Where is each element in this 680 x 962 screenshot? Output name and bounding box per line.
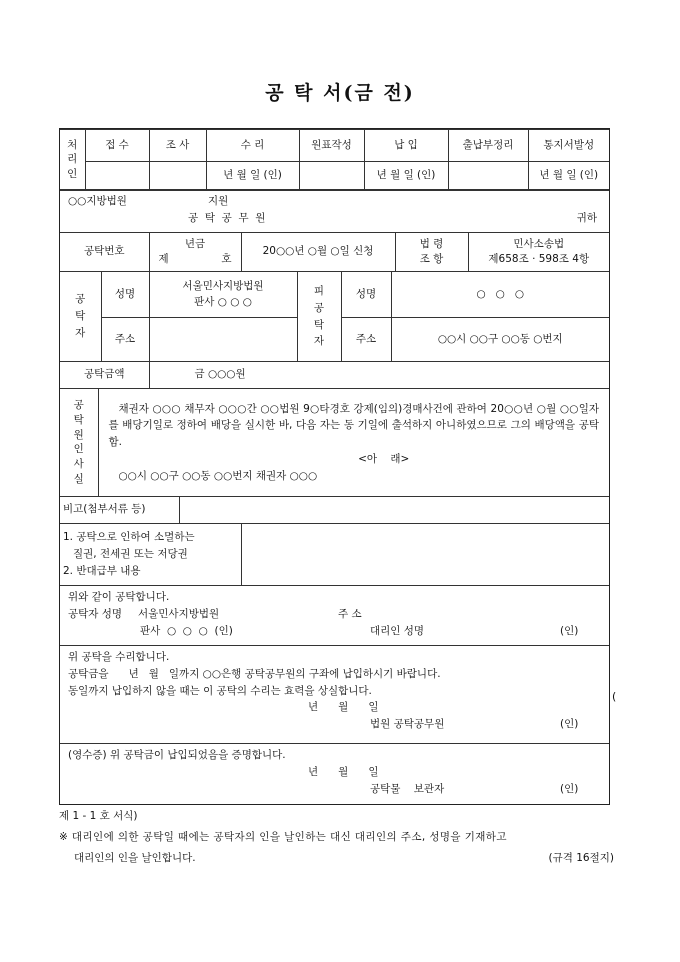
depositor-label: 공탁자 — [60, 272, 101, 362]
header-cell: 조 사 — [149, 130, 206, 162]
extinct-rights-label: 1. 공탁으로 인하여 소멸하는 질권, 전세권 또는 저당권 2. 반대급부 내용 — [60, 524, 241, 586]
deposit-form — [59, 128, 610, 805]
depositee-label: 피공탁자 — [297, 272, 341, 362]
value-cell — [448, 162, 528, 190]
law-label: 법 령 조 항 — [395, 233, 468, 272]
depositee-addr: ○○시 ○○구 ○○동 ○번지 — [391, 318, 609, 362]
form-number: 제 1 - 1 호 서식) — [59, 810, 138, 822]
header-cell: 수 리 — [206, 130, 299, 162]
extinct-rights-value — [241, 524, 609, 586]
footnote-line-2: 대리인의 인을 날인합니다. (규격 16절지) — [74, 852, 614, 864]
form-title: 공 탁 서(금 전) — [265, 82, 415, 104]
header-cell: 출납부정리 — [448, 130, 528, 162]
remarks-label: 비고(첨부서류 등) — [60, 497, 179, 524]
value-cell: 년 월 일 (인) — [528, 162, 609, 190]
value-cell: 년 월 일 (인) — [364, 162, 448, 190]
deposit-number-value: 년금 제 호 — [149, 233, 241, 272]
header-cell: 원표작성 — [299, 130, 364, 162]
amount-table — [60, 361, 609, 389]
value-cell — [149, 162, 206, 190]
court-section — [60, 190, 609, 233]
header-cell: 접 수 — [85, 130, 149, 162]
cause-label: 공탁원인사실 — [60, 389, 98, 497]
acceptance-section: 위 공탁을 수리합니다. 공탁금을 년 월 일까지 ○○은행 공탁공무원의 구좌에 납입하시기 바랍니다. 동일까지 납입하지 않을 때는 이 공탁의 수리는 효력을 상실합니다. 년 월 일 법원 공탁공무원 (인) — [60, 645, 609, 743]
extinct-rights-table — [60, 523, 609, 586]
deposit-number-label: 공탁번호 — [60, 233, 149, 272]
depositor-addr — [149, 318, 297, 362]
deposit-officer: 공 탁 공 무 원 — [188, 211, 266, 224]
declaration-section: 위와 같이 공탁합니다. 공탁자 성명 서울민사지방법원 주 소 판사 ○ ○ ○ (인) 대리인 성명 (인) — [60, 585, 609, 645]
amount-label: 공탁금액 — [60, 362, 149, 389]
value-cell: 년 월 일 (인) — [206, 162, 299, 190]
header-cell: 통지서발성 — [528, 130, 609, 162]
depositor-name-label: 성명 — [101, 272, 149, 318]
depositee-name: ○ ○ ○ — [391, 272, 609, 318]
receipt-section: (영수증) 위 공탁금이 납입되었음을 증명합니다. 년 월 일 공탁물 보관자 (인) — [60, 743, 609, 804]
value-cell — [299, 162, 364, 190]
cause-table — [60, 388, 609, 497]
honorific: 귀하 — [576, 211, 597, 224]
amount-value: 금 ○○○원 — [149, 362, 609, 389]
processing-label: 처리인 — [60, 130, 85, 190]
header-cell: 납 입 — [364, 130, 448, 162]
court-branch: 지원 — [208, 195, 229, 207]
depositor-name: 서울민사지방법원 판사 ○ ○ ○ — [149, 272, 297, 318]
value-cell — [85, 162, 149, 190]
court-name: ○○지방법원 — [68, 195, 127, 207]
depositee-name-label: 성명 — [341, 272, 391, 318]
deposit-number-table — [60, 232, 609, 272]
parties-table — [60, 271, 609, 362]
footnote-line-1: ※ 대리인에 의한 공탁일 때에는 공탁자의 인을 날인하는 대신 대리인의 주소, 성명을 기재하고 — [59, 831, 507, 843]
application-date: 20○○년 ○월 ○일 신청 — [241, 233, 395, 272]
processing-table — [60, 129, 609, 190]
remarks-value — [179, 497, 609, 524]
stray-paren: ( — [612, 690, 617, 703]
depositee-addr-label: 주소 — [341, 318, 391, 362]
depositor-addr-label: 주소 — [101, 318, 149, 362]
paper-size: (규격 16절지) — [548, 852, 614, 864]
law-value: 민사소송법 제658조 · 598조 4항 — [468, 233, 609, 272]
remarks-table — [60, 496, 609, 524]
cause-text: 채권자 ○○○ 채무자 ○○○간 ○○법원 9○타경호 강제(임의)경매사건에 관하여 20○○년 ○월 ○○일자를 배당기일로 정하여 배당을 실시한 바, 다음 자는 동 기일에 출석하지 아니하였으므로 그의 배당액을 공탁함. <아 래> ○○시 ○○구 ○○동 ○○번지 채권자 ○○○ — [98, 389, 609, 497]
